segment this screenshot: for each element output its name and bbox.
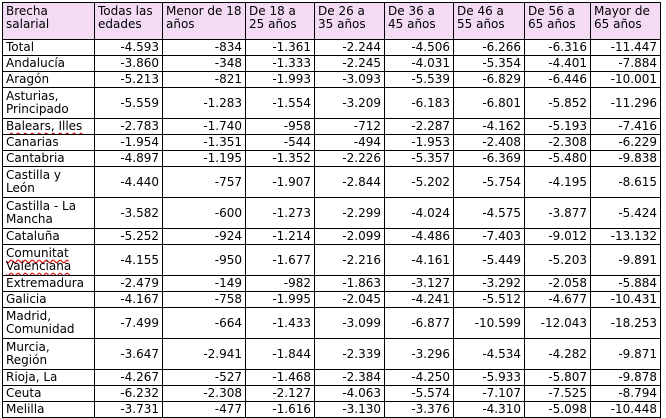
salary-gap-table (2, 2, 661, 418)
value-cell: -7.884 (591, 56, 661, 72)
value-cell: -1.863 (315, 276, 385, 292)
table-row (3, 198, 661, 229)
value-cell: -4.401 (525, 56, 591, 72)
value-cell: -5.357 (385, 151, 454, 167)
value-cell: -6.316 (525, 40, 591, 56)
value-cell: -2.408 (454, 135, 525, 151)
value-cell: -4.575 (454, 198, 525, 229)
value-cell: -664 (163, 308, 246, 339)
value-cell: -1.844 (246, 339, 315, 370)
value-cell: -6.877 (385, 308, 454, 339)
value-cell: -6.801 (454, 88, 525, 119)
column-header: De 36 a 45 años (385, 3, 454, 40)
region-cell (3, 339, 95, 370)
table-row (3, 386, 661, 402)
region-label: Galicia (6, 292, 47, 306)
region-cell (3, 370, 95, 386)
value-cell: -5.559 (95, 88, 163, 119)
value-cell: -494 (315, 135, 385, 151)
value-cell: -10.431 (591, 292, 661, 308)
value-cell: -2.299 (315, 198, 385, 229)
value-cell: -6.183 (385, 88, 454, 119)
value-cell: -2.308 (163, 386, 246, 402)
region-cell (3, 167, 95, 198)
region-label: Aragón (6, 72, 50, 86)
value-cell: -4.161 (385, 245, 454, 276)
value-cell: -2.941 (163, 339, 246, 370)
value-cell: -4.593 (95, 40, 163, 56)
region-label: Melilla (6, 402, 45, 416)
value-cell: -5.574 (385, 386, 454, 402)
table-row (3, 40, 661, 56)
column-header: Todas las edades (95, 3, 163, 40)
value-cell: -2.479 (95, 276, 163, 292)
table-row (3, 119, 661, 135)
value-cell: -4.162 (454, 119, 525, 135)
value-cell: -9.871 (591, 339, 661, 370)
value-cell: -1.273 (246, 198, 315, 229)
value-cell: -4.282 (525, 339, 591, 370)
value-cell: -348 (163, 56, 246, 72)
value-cell: -9.878 (591, 370, 661, 386)
value-cell: -5.424 (591, 198, 661, 229)
value-cell: -3.130 (315, 402, 385, 418)
value-cell: -2.226 (315, 151, 385, 167)
value-cell: -1.995 (246, 292, 315, 308)
column-header: De 26 a 35 años (315, 3, 385, 40)
region-cell (3, 292, 95, 308)
value-cell: -9.012 (525, 229, 591, 245)
region-label: Cataluña (6, 229, 60, 243)
region-label: Madrid, Comunidad (6, 309, 75, 336)
value-cell: -834 (163, 40, 246, 56)
value-cell: -10.001 (591, 72, 661, 88)
value-cell: -5.354 (454, 56, 525, 72)
value-cell: -4.440 (95, 167, 163, 198)
value-cell: -1.283 (163, 88, 246, 119)
value-cell: -6.446 (525, 72, 591, 88)
value-cell: -1.554 (246, 88, 315, 119)
value-cell: -544 (246, 135, 315, 151)
value-cell: -4.167 (95, 292, 163, 308)
value-cell: -982 (246, 276, 315, 292)
table-row (3, 229, 661, 245)
value-cell: -5.449 (454, 245, 525, 276)
region-cell (3, 88, 95, 119)
value-cell: -1.214 (246, 229, 315, 245)
value-cell: -5.202 (385, 167, 454, 198)
value-cell: -4.310 (454, 402, 525, 418)
value-cell: -4.241 (385, 292, 454, 308)
value-cell: -2.783 (95, 119, 163, 135)
table-row (3, 135, 661, 151)
column-header: Mayor de 65 años (591, 3, 661, 40)
value-cell: -5.884 (591, 276, 661, 292)
value-cell: -1.361 (246, 40, 315, 56)
table-row (3, 308, 661, 339)
value-cell: -3.582 (95, 198, 163, 229)
region-cell (3, 386, 95, 402)
value-cell: -4.195 (525, 167, 591, 198)
value-cell: -5.852 (525, 88, 591, 119)
region-label: Castilla - La Mancha (6, 199, 77, 226)
value-cell: -2.127 (246, 386, 315, 402)
value-cell: -2.045 (315, 292, 385, 308)
value-cell: -6.829 (454, 72, 525, 88)
region-label: Andalucía (6, 56, 66, 70)
value-cell: -5.203 (525, 245, 591, 276)
value-cell: -4.267 (95, 370, 163, 386)
table-row (3, 276, 661, 292)
value-cell: -1.953 (385, 135, 454, 151)
value-cell: -12.043 (525, 308, 591, 339)
value-cell: -10.448 (591, 402, 661, 418)
region-cell (3, 135, 95, 151)
region-label: Castilla y León (6, 168, 61, 195)
region-label: Asturias, Principado (6, 89, 69, 116)
value-cell: -5.098 (525, 402, 591, 418)
value-cell: -4.250 (385, 370, 454, 386)
region-label: Rioja, La (6, 370, 58, 384)
value-cell: -821 (163, 72, 246, 88)
table-row (3, 292, 661, 308)
region-cell (3, 245, 95, 276)
value-cell: -3.209 (315, 88, 385, 119)
value-cell: -6.369 (454, 151, 525, 167)
value-cell: -7.403 (454, 229, 525, 245)
value-cell: -5.193 (525, 119, 591, 135)
region-cell (3, 308, 95, 339)
value-cell: -5.933 (454, 370, 525, 386)
value-cell: -2.099 (315, 229, 385, 245)
table-row (3, 72, 661, 88)
table-row (3, 339, 661, 370)
value-cell: -2.384 (315, 370, 385, 386)
region-label: Balears, Illes (6, 119, 83, 133)
value-cell: -18.253 (591, 308, 661, 339)
value-cell: -2.058 (525, 276, 591, 292)
region-label: Canarias (6, 135, 59, 149)
value-cell: -6.232 (95, 386, 163, 402)
column-header: Menor de 18 años (163, 3, 246, 40)
region-cell (3, 276, 95, 292)
region-cell (3, 402, 95, 418)
value-cell: -3.877 (525, 198, 591, 229)
table-row (3, 402, 661, 418)
value-cell: -1.468 (246, 370, 315, 386)
value-cell: -1.195 (163, 151, 246, 167)
table-row (3, 245, 661, 276)
value-cell: -4.677 (525, 292, 591, 308)
region-cell (3, 72, 95, 88)
value-cell: -2.245 (315, 56, 385, 72)
value-cell: -4.506 (385, 40, 454, 56)
region-label: Comunitat Valenciana (6, 246, 72, 273)
table-header-row (3, 3, 661, 40)
value-cell: -4.534 (454, 339, 525, 370)
value-cell: -7.416 (591, 119, 661, 135)
value-cell: -1.954 (95, 135, 163, 151)
region-cell (3, 151, 95, 167)
value-cell: -600 (163, 198, 246, 229)
value-cell: -3.093 (315, 72, 385, 88)
value-cell: -2.339 (315, 339, 385, 370)
table-row (3, 56, 661, 72)
value-cell: -5.512 (454, 292, 525, 308)
value-cell: -6.229 (591, 135, 661, 151)
value-cell: -2.216 (315, 245, 385, 276)
value-cell: -1.333 (246, 56, 315, 72)
value-cell: -4.031 (385, 56, 454, 72)
value-cell: -2.287 (385, 119, 454, 135)
table-row (3, 370, 661, 386)
value-cell: -11.296 (591, 88, 661, 119)
value-cell: -3.127 (385, 276, 454, 292)
value-cell: -950 (163, 245, 246, 276)
value-cell: -7.525 (525, 386, 591, 402)
region-label: Total (6, 40, 35, 54)
value-cell: -1.351 (163, 135, 246, 151)
value-cell: -9.891 (591, 245, 661, 276)
value-cell: -1.907 (246, 167, 315, 198)
value-cell: -758 (163, 292, 246, 308)
value-cell: -527 (163, 370, 246, 386)
value-cell: -5.252 (95, 229, 163, 245)
column-header: De 46 a 55 años (454, 3, 525, 40)
region-label: Cantabria (6, 151, 65, 165)
value-cell: -3.647 (95, 339, 163, 370)
table-body (3, 40, 661, 418)
value-cell: -7.107 (454, 386, 525, 402)
value-cell: -4.155 (95, 245, 163, 276)
column-header: Brecha salarial (3, 3, 95, 40)
value-cell: -4.897 (95, 151, 163, 167)
table-row (3, 88, 661, 119)
value-cell: -10.599 (454, 308, 525, 339)
value-cell: -3.296 (385, 339, 454, 370)
value-cell: -712 (315, 119, 385, 135)
value-cell: -1.616 (246, 402, 315, 418)
value-cell: -1.677 (246, 245, 315, 276)
value-cell: -6.266 (454, 40, 525, 56)
value-cell: -8.794 (591, 386, 661, 402)
table-row (3, 151, 661, 167)
value-cell: -1.740 (163, 119, 246, 135)
value-cell: -5.480 (525, 151, 591, 167)
value-cell: -5.213 (95, 72, 163, 88)
value-cell: -3.292 (454, 276, 525, 292)
value-cell: -3.099 (315, 308, 385, 339)
value-cell: -1.352 (246, 151, 315, 167)
value-cell: -5.539 (385, 72, 454, 88)
value-cell: -11.447 (591, 40, 661, 56)
salary-gap-table-container (2, 2, 661, 418)
region-cell (3, 198, 95, 229)
value-cell: -7.499 (95, 308, 163, 339)
value-cell: -8.615 (591, 167, 661, 198)
table-row (3, 167, 661, 198)
value-cell: -149 (163, 276, 246, 292)
region-label: Murcia, Región (6, 340, 50, 367)
value-cell: -3.376 (385, 402, 454, 418)
region-label: Extremadura (6, 276, 84, 290)
value-cell: -1.433 (246, 308, 315, 339)
value-cell: -5.754 (454, 167, 525, 198)
value-cell: -2.244 (315, 40, 385, 56)
value-cell: -757 (163, 167, 246, 198)
column-header: De 18 a 25 años (246, 3, 315, 40)
value-cell: -1.993 (246, 72, 315, 88)
value-cell: -9.838 (591, 151, 661, 167)
column-header: De 56 a 65 años (525, 3, 591, 40)
value-cell: -2.308 (525, 135, 591, 151)
value-cell: -4.024 (385, 198, 454, 229)
value-cell: -13.132 (591, 229, 661, 245)
value-cell: -477 (163, 402, 246, 418)
region-cell (3, 119, 95, 135)
region-cell (3, 56, 95, 72)
region-cell (3, 40, 95, 56)
value-cell: -3.731 (95, 402, 163, 418)
value-cell: -924 (163, 229, 246, 245)
value-cell: -958 (246, 119, 315, 135)
value-cell: -4.486 (385, 229, 454, 245)
value-cell: -4.063 (315, 386, 385, 402)
region-label: Ceuta (6, 386, 42, 400)
value-cell: -5.807 (525, 370, 591, 386)
value-cell: -3.860 (95, 56, 163, 72)
value-cell: -2.844 (315, 167, 385, 198)
region-cell (3, 229, 95, 245)
